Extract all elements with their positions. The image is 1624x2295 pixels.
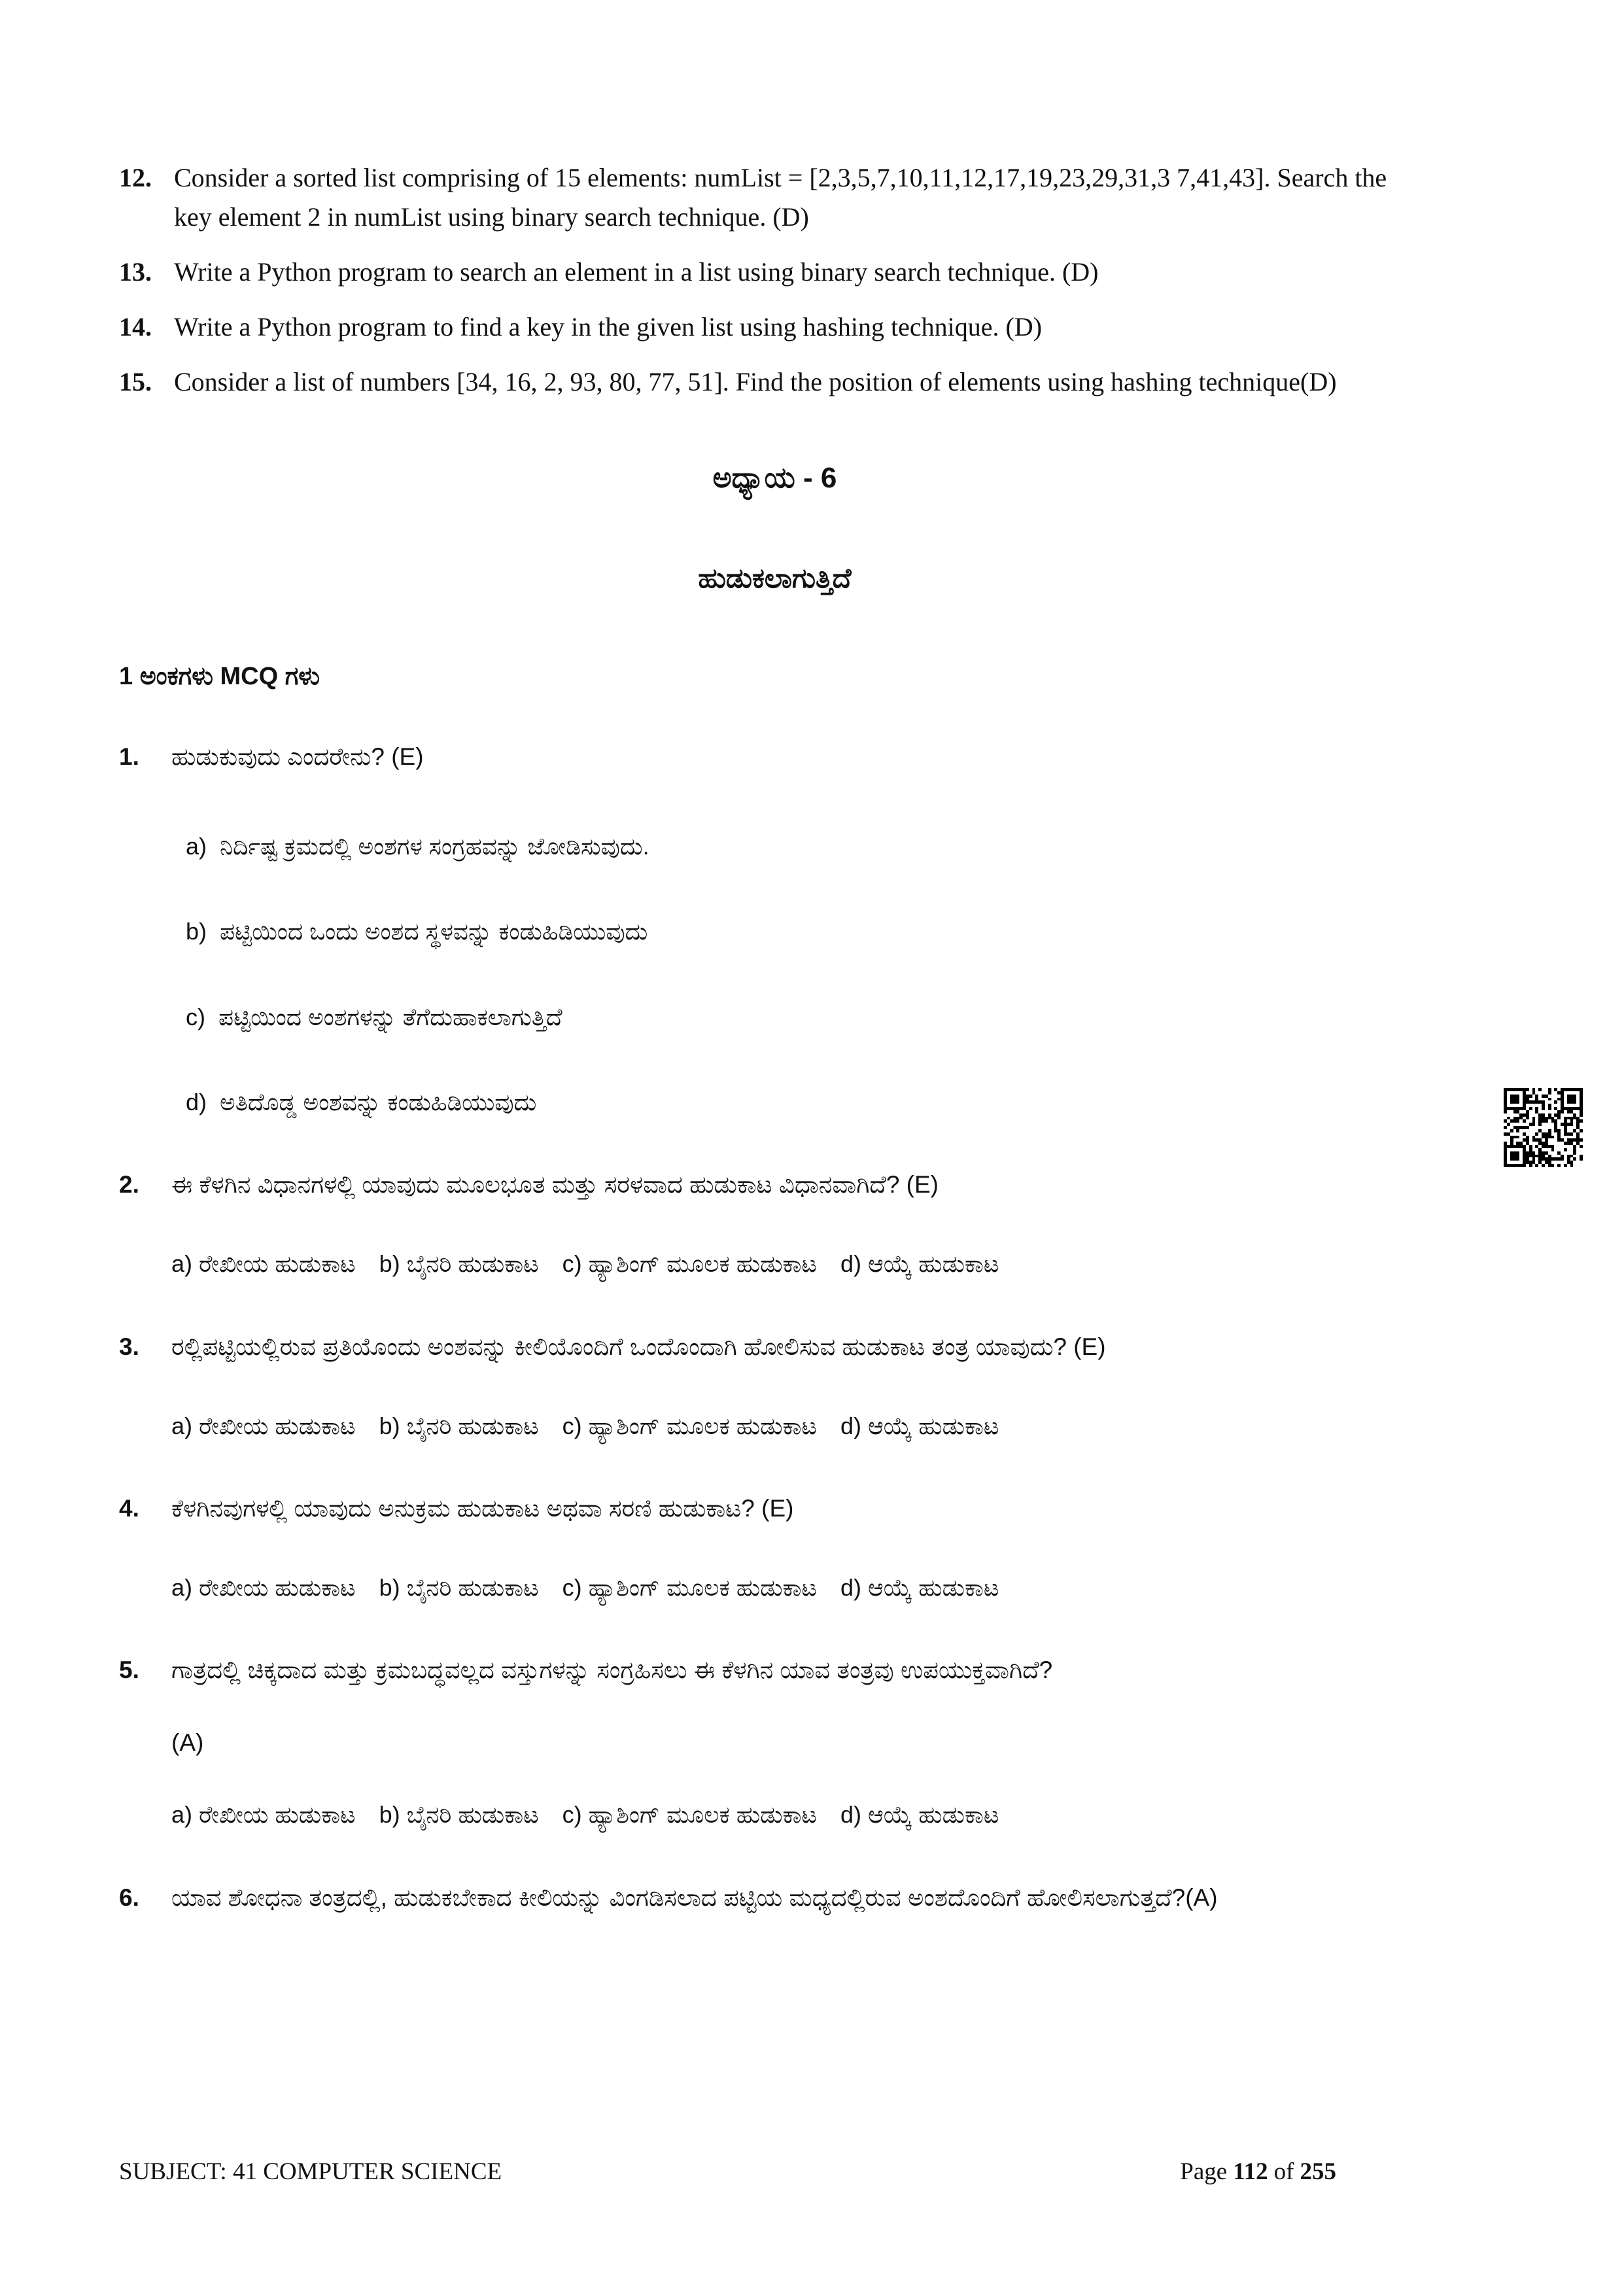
option-text: ಬೈನರಿ ಹುಡುಕಾಟ: [406, 1250, 539, 1278]
option-label: b): [379, 1250, 400, 1278]
option-item: [119, 915, 1430, 948]
options-row: [119, 1248, 1430, 1280]
option-text: ರೇಖೀಯ ಹುಡುಕಾಟ: [199, 1250, 356, 1278]
option-text: ಹ್ಯಾಶಿಂಗ್ ಮೂಲಕ ಹುಡುಕಾಟ: [588, 1801, 817, 1829]
option-label: a): [171, 1250, 193, 1278]
option-item: [562, 1798, 817, 1831]
option-text: ಆಯ್ಕೆ ಹುಡುಕಾಟ: [868, 1573, 999, 1601]
mcq-question-text: ಕೆಳಗಿನವುಗಳಲ್ಲಿ ಯಾವುದು ಅನುಕ್ರಮ ಹುಡುಕಾಟ ಅಥವಾ ಸರಣಿ ಹುಡುಕಾಟ? (E): [171, 1495, 794, 1522]
option-item: [119, 1001, 1430, 1034]
option-item: [119, 1086, 1430, 1119]
footer-total-pages: 255: [1300, 2158, 1336, 2185]
option-label: a): [171, 1412, 193, 1439]
option-label: b): [186, 918, 207, 945]
question-item: [119, 307, 1430, 347]
footer-page-number: 112: [1233, 2158, 1268, 2185]
mcq-question: [119, 1878, 1430, 1919]
question-text: Consider a sorted list comprising of 15 elements: numList = [2,3,5,7,10,11,12,17,19,23,29,31,3 7,41,43]. Search the key element 2 in numList using binary search technique. (D): [174, 163, 1387, 232]
mcq-question: [119, 1327, 1430, 1368]
mcq-question: [119, 737, 1430, 778]
option-item: [171, 1571, 356, 1604]
footer-page-label: Page: [1180, 2158, 1228, 2185]
footer-subject: SUBJECT: 41 COMPUTER SCIENCE: [119, 2158, 502, 2185]
mcq-number: 6.: [119, 1883, 139, 1911]
options-row: [119, 1571, 1430, 1604]
option-item: [840, 1248, 999, 1280]
question-item: [119, 253, 1430, 292]
mcq-number: 2.: [119, 1171, 139, 1199]
option-item: [562, 1571, 817, 1604]
option-text: ಪಟ್ಟಿಯಿಂದ ಅಂಶಗಳನ್ನು ತೆಗೆದುಹಾಕಲಾಗುತ್ತಿದೆ: [218, 1003, 562, 1030]
page-content: [119, 158, 1430, 1918]
option-text: ಆಯ್ಕೆ ಹುಡುಕಾಟ: [868, 1801, 999, 1829]
option-item: [379, 1798, 539, 1831]
mcq-question: [119, 1165, 1430, 1206]
option-text: ರೇಖೀಯ ಹುಡುಕಾಟ: [199, 1573, 356, 1601]
option-text: ನಿರ್ದಿಷ್ಟ ಕ್ರಮದಲ್ಲಿ ಅಂಶಗಳ ಸಂಗ್ರಹವನ್ನು ಜೋಡಿಸುವುದು.: [220, 832, 649, 860]
option-text: ಹ್ಯಾಶಿಂಗ್ ಮೂಲಕ ಹುಡುಕಾಟ: [588, 1573, 817, 1601]
mcq-question-text: ರಲ್ಲಿಪಟ್ಟಿಯಲ್ಲಿರುವ ಪ್ರತಿಯೊಂದು ಅಂಶವನ್ನು ಕೀಲಿಯೊಂದಿಗೆ ಒಂದೊಂದಾಗಿ ಹೋಲಿಸುವ ಹುಡುಕಾಟ ತಂತ್ರ ಯಾವುದು? (E): [171, 1333, 1106, 1360]
option-item: [171, 1798, 356, 1831]
mcq-item: [119, 1878, 1430, 1919]
option-item: [562, 1410, 817, 1443]
option-item: [379, 1571, 539, 1604]
option-item: [379, 1248, 539, 1280]
question-number: 14.: [119, 312, 152, 342]
option-text: ರೇಖೀಯ ಹುಡುಕಾಟ: [199, 1412, 356, 1439]
option-label: d): [840, 1801, 862, 1829]
question-item: [119, 362, 1430, 402]
mcq-question-text: ಹುಡುಕುವುದು ಎಂದರೇನು? (E): [171, 743, 424, 770]
option-text: ಬೈನರಿ ಹುಡುಕಾಟ: [406, 1801, 539, 1829]
option-text: ಬೈನರಿ ಹುಡುಕಾಟ: [406, 1412, 539, 1439]
option-item: [562, 1248, 817, 1280]
mcq-question-text: ಯಾವ ಶೋಧನಾ ತಂತ್ರದಲ್ಲಿ, ಹುಡುಕಬೇಕಾದ ಕೀಲಿಯನ್ನು ವಿಂಗಡಿಸಲಾದ ಪಟ್ಟಿಯ ಮಧ್ಯದಲ್ಲಿರುವ ಅಂಶದೊಂದಿಗೆ ಹೋಲಿಸಲಾಗುತ್ತದೆ?(A): [171, 1883, 1218, 1911]
option-label: a): [171, 1801, 193, 1829]
option-label: d): [840, 1573, 862, 1601]
option-text: ಹ್ಯಾಶಿಂಗ್ ಮೂಲಕ ಹುಡುಕಾಟ: [588, 1250, 817, 1278]
option-text: ಆಯ್ಕೆ ಹುಡುಕಾಟ: [868, 1412, 999, 1439]
option-label: d): [840, 1412, 862, 1439]
question-text: Write a Python program to find a key in the given list using hashing technique. (D): [174, 312, 1043, 342]
mcq-question-continuation: (A): [171, 1729, 204, 1757]
question-number: 13.: [119, 257, 152, 287]
question-text: Consider a list of numbers [34, 16, 2, 93, 80, 77, 51]. Find the position of elements using hashing technique(D): [174, 367, 1337, 396]
option-label: c): [562, 1801, 582, 1829]
option-label: c): [562, 1412, 582, 1439]
footer: [119, 2158, 1336, 2186]
mcq-question-text: ಈ ಕೆಳಗಿನ ವಿಧಾನಗಳಲ್ಲಿ ಯಾವುದು ಮೂಲಭೂತ ಮತ್ತು ಸರಳವಾದ ಹುಡುಕಾಟ ವಿಧಾನವಾಗಿದೆ? (E): [171, 1171, 939, 1199]
option-label: b): [379, 1801, 400, 1829]
option-label: a): [171, 1573, 193, 1601]
option-text: ಅತಿದೊಡ್ಡ ಅಂಶವನ್ನು ಕಂಡುಹಿಡಿಯುವುದು: [220, 1089, 537, 1116]
option-label: d): [186, 1089, 207, 1116]
option-item: [171, 1248, 356, 1280]
option-text: ಪಟ್ಟಿಯಿಂದ ಒಂದು ಅಂಶದ ಸ್ಥಳವನ್ನು ಕಂಡುಹಿಡಿಯುವುದು: [220, 918, 648, 945]
mcq-item: [119, 737, 1430, 1119]
mcq-item: [119, 1165, 1430, 1280]
option-label: b): [379, 1412, 400, 1439]
question-text: Write a Python program to search an element in a list using binary search technique. (D): [174, 257, 1099, 287]
option-item: [840, 1798, 999, 1831]
option-label: c): [562, 1573, 582, 1601]
mcq-item: [119, 1327, 1430, 1443]
mcq-number: 3.: [119, 1333, 139, 1360]
chapter-title: ಹುಡುಕಲಾಗುತ್ತಿದೆ: [698, 563, 852, 593]
chapter-heading: ಅಧ್ಯಾಯ - 6: [712, 462, 837, 494]
footer-page-indicator: [1180, 2158, 1336, 2186]
option-label: a): [186, 832, 207, 860]
mcq-item: [119, 1650, 1430, 1831]
option-text: ಹ್ಯಾಶಿಂಗ್ ಮೂಲಕ ಹುಡುಕಾಟ: [588, 1412, 817, 1439]
options-row: [119, 1410, 1430, 1443]
option-item: [379, 1410, 539, 1443]
option-text: ರೇಖೀಯ ಹುಡುಕಾಟ: [199, 1801, 356, 1829]
option-label: c): [186, 1003, 205, 1030]
option-item: [171, 1410, 356, 1443]
question-item: [119, 158, 1430, 237]
section-header: 1 ಅಂಕಗಳು MCQ ಗಳು: [119, 663, 320, 690]
mcq-question: [119, 1650, 1430, 1691]
qr-code-icon: [1502, 1086, 1585, 1169]
mcq-item: [119, 1488, 1430, 1604]
question-number: 15.: [119, 367, 152, 396]
mcq-question: [119, 1488, 1430, 1530]
option-item: [119, 830, 1430, 863]
footer-of-label: of: [1273, 2158, 1294, 2185]
mcq-number: 4.: [119, 1495, 139, 1522]
option-label: b): [379, 1573, 400, 1601]
options-row: [119, 1798, 1430, 1831]
question-number: 12.: [119, 163, 152, 192]
mcq-number: 1.: [119, 743, 139, 770]
mcq-question-text: ಗಾತ್ರದಲ್ಲಿ ಚಿಕ್ಕದಾದ ಮತ್ತು ಕ್ರಮಬದ್ಧವಲ್ಲದ ವಸ್ತುಗಳನ್ನು ಸಂಗ್ರಹಿಸಲು ಈ ಕೆಳಗಿನ ಯಾವ ತಂತ್ರವು ಉಪಯುಕ್ತವಾಗಿದೆ?: [171, 1656, 1053, 1684]
option-item: [840, 1410, 999, 1443]
option-item: [840, 1571, 999, 1604]
option-text: ಆಯ್ಕೆ ಹುಡುಕಾಟ: [868, 1250, 999, 1278]
option-label: d): [840, 1250, 862, 1278]
option-label: c): [562, 1250, 582, 1278]
option-text: ಬೈನರಿ ಹುಡುಕಾಟ: [406, 1573, 539, 1601]
mcq-number: 5.: [119, 1656, 139, 1684]
